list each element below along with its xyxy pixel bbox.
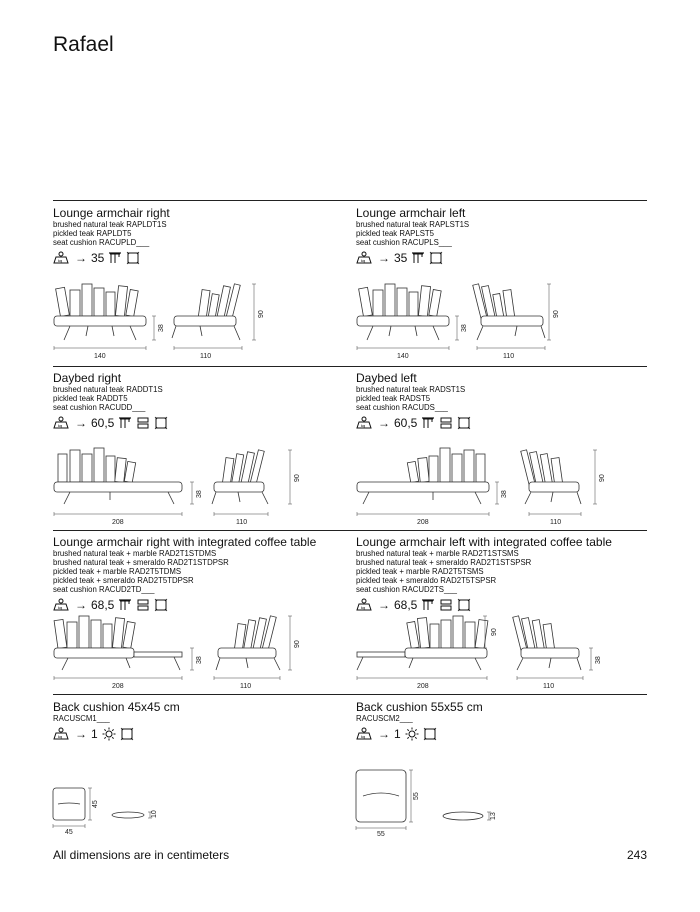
svg-text:kg: kg [58,733,63,739]
drawing-back-cushion-55 [353,762,513,842]
dim-depth: 110 [240,683,252,690]
weight-value: 35 [91,250,105,265]
product-name: Back cushion 55x55 cm [356,700,483,714]
weight-kg-icon [53,598,71,612]
removable-cover-icon [154,416,168,430]
arrow-right-icon: → [378,726,390,741]
product-name: Daybed right [53,371,122,385]
dim-depth: 110 [543,683,555,690]
svg-text:kg: kg [361,257,366,263]
product-meta [53,251,343,265]
product-meta [356,251,646,265]
dim-width: 208 [112,683,124,690]
product-meta [356,727,646,741]
product-name: Back cushion 45x45 cm [53,700,180,714]
svg-text:kg: kg [361,422,366,428]
umbrella-icon [108,251,122,265]
weight-value: 1 [394,726,401,741]
drawing-lounge-armchair-right [50,280,320,362]
svg-text:kg: kg [58,604,63,610]
product-codes: brushed natural teak + marble RAD2T1STDMS brushed natural teak + smeraldo RAD2T1STDPSR pickled teak + marble RAD2T5TDMS pickled teak + smeraldo RAD2T5TDPSR seat cushion RACUD2TD___ [53,549,229,594]
product-codes: RACUSCM1___ [53,714,110,723]
weight-value: 68,5 [91,597,115,612]
sun-icon [405,727,419,741]
drawing-daybed-left [353,444,623,526]
dim-height: 90 [294,474,301,482]
stackable-icon [439,416,453,430]
stackable-icon [136,598,150,612]
dim-depth: 110 [503,353,515,360]
product-codes: brushed natural teak RADDT1S pickled teak RADDT5 seat cushion RACUDD___ [53,385,163,412]
removable-cover-icon [429,251,443,265]
weight-kg-icon [53,727,71,741]
arrow-right-icon: → [75,250,87,265]
product-meta [53,727,343,741]
product-meta [53,598,343,612]
stackable-icon [136,416,150,430]
stackable-icon [439,598,453,612]
arrow-right-icon: → [75,415,87,430]
weight-kg-icon [356,251,374,265]
product-name: Daybed left [356,371,417,385]
product-codes: brushed natural teak RAPLST1S pickled teak RAPLST5 seat cushion RACUPLS___ [356,220,470,247]
product-name: Lounge armchair right with integrated coffee table [53,535,317,549]
weight-value: 60,5 [394,415,418,430]
divider [53,200,647,201]
svg-text:kg: kg [58,422,63,428]
dim-seat-height: 38 [158,324,165,332]
dim-height: 90 [258,310,265,318]
dim-width: 208 [112,519,124,526]
footer-note: All dimensions are in centimeters [53,848,230,862]
dim-seat-height: 38 [196,656,203,664]
product-name: Lounge armchair left with integrated coffee table [356,535,612,549]
arrow-right-icon: → [378,597,390,612]
dim-width: 208 [417,683,429,690]
dim-width: 140 [397,353,409,360]
dim-thickness: 10 [151,810,158,818]
dim-thickness: 13 [490,812,497,820]
dim-depth: 110 [236,519,248,526]
svg-text:kg: kg [58,257,63,263]
svg-text:kg: kg [361,733,366,739]
weight-kg-icon [53,416,71,430]
drawing-lounge-armchair-left-coffee-table [353,612,623,694]
removable-cover-icon [120,727,134,741]
sun-icon [102,727,116,741]
weight-kg-icon [356,416,374,430]
removable-cover-icon [126,251,140,265]
dim-height: 55 [413,792,420,800]
umbrella-icon [118,598,132,612]
weight-kg-icon [53,251,71,265]
arrow-right-icon: → [75,597,87,612]
weight-kg-icon [356,598,374,612]
arrow-right-icon: → [75,726,87,741]
dim-height: 90 [553,310,560,318]
weight-value: 60,5 [91,415,115,430]
arrow-right-icon: → [378,415,390,430]
drawing-lounge-armchair-right-coffee-table [50,612,320,694]
dim-seat-height: 90 [491,628,498,636]
weight-value: 35 [394,250,408,265]
dim-width: 45 [65,829,73,836]
removable-cover-icon [423,727,437,741]
weight-value: 68,5 [394,597,418,612]
divider [53,366,647,367]
product-meta [53,416,343,430]
umbrella-icon [421,416,435,430]
weight-value: 1 [91,726,98,741]
dim-seat-height: 38 [196,490,203,498]
product-codes: RACUSCM2___ [356,714,413,723]
dim-height: 90 [294,640,301,648]
product-meta [356,416,646,430]
product-codes: brushed natural teak RAPLDT1S pickled teak RAPLDT5 seat cushion RACUPLD___ [53,220,167,247]
product-meta [356,598,646,612]
product-codes: brushed natural teak RADST1S pickled teak RADST5 seat cushion RACUDS___ [356,385,466,412]
umbrella-icon [118,416,132,430]
removable-cover-icon [457,598,471,612]
arrow-right-icon: → [378,250,390,265]
dim-width: 55 [377,831,385,838]
dim-seat-height: 38 [461,324,468,332]
umbrella-icon [411,251,425,265]
dim-seat-height: 38 [501,490,508,498]
dim-depth: 110 [550,519,562,526]
dim-width: 208 [417,519,429,526]
dim-height: 90 [599,474,606,482]
umbrella-icon [421,598,435,612]
dim-height: 45 [92,800,99,808]
removable-cover-icon [154,598,168,612]
drawing-daybed-right [50,444,320,526]
product-name: Lounge armchair left [356,206,466,220]
dim-depth: 110 [200,353,212,360]
removable-cover-icon [457,416,471,430]
dim-height: 38 [595,656,602,664]
product-codes: brushed natural teak + marble RAD2T1STSMS brushed natural teak + smeraldo RAD2T1STSPSR pickled teak + marble RAD2T5TSMS pickled teak + smeraldo RAD2T5TSPSR seat cushion RACUD2TS___ [356,549,532,594]
svg-text:kg: kg [361,604,366,610]
drawing-back-cushion-45 [50,778,200,838]
dim-width: 140 [94,353,106,360]
page-title: Rafael [53,33,114,56]
page-number: 243 [626,848,647,862]
drawing-lounge-armchair-left [353,280,623,362]
product-name: Lounge armchair right [53,206,170,220]
weight-kg-icon [356,727,374,741]
